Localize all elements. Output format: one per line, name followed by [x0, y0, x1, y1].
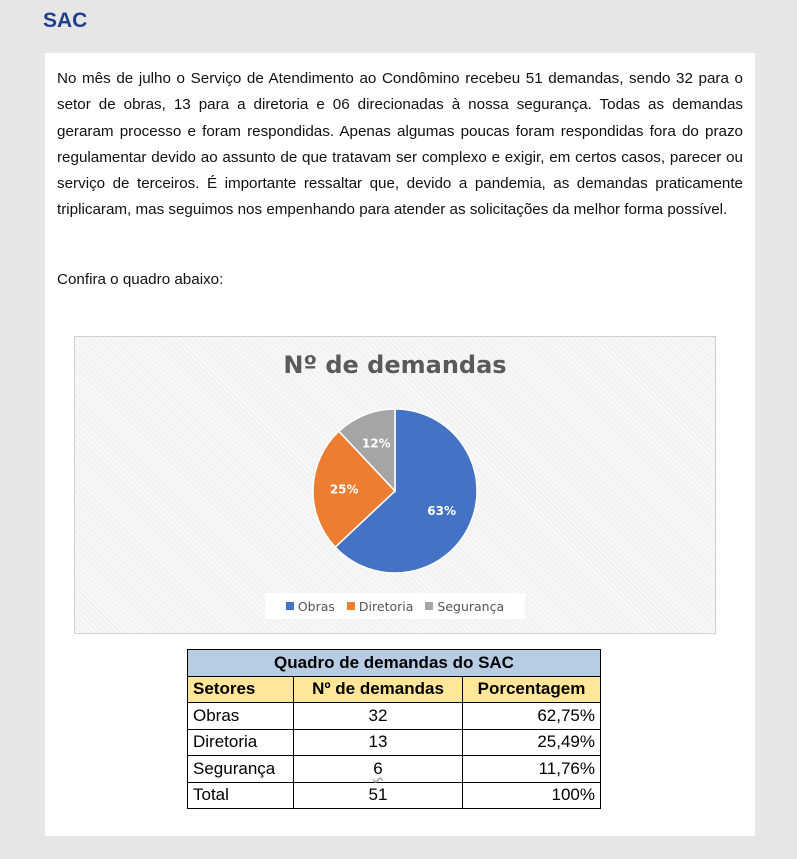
cell-porcentagem: 11,76% — [463, 756, 601, 783]
legend-item-diretoria — [347, 599, 413, 614]
cell-porcentagem: 100% — [463, 782, 601, 809]
legend-label-obras: Obras — [297, 598, 335, 614]
table-row — [188, 703, 601, 730]
table-row — [188, 756, 601, 783]
cell-setor: Obras — [188, 703, 294, 730]
cell-demandas: 51 — [294, 782, 463, 809]
pie-svg — [75, 337, 715, 633]
pie-label-obras: 63% — [427, 504, 457, 519]
cell-demandas-value: 6 — [373, 758, 383, 778]
content-card — [45, 53, 755, 836]
cell-demandas: 13 — [294, 729, 463, 756]
header-porcentagem: Porcentagem — [463, 676, 601, 703]
chart-title: Nº de demandas — [283, 351, 507, 379]
demand-table — [187, 649, 601, 809]
cell-setor: Segurança — [188, 756, 294, 783]
table-row — [188, 729, 601, 756]
cell-demandas — [294, 756, 463, 783]
page-title: SAC — [43, 9, 88, 32]
table-title: Quadro de demandas do SAC — [188, 650, 601, 677]
confira-text: Confira o quadro abaixo: — [57, 271, 224, 288]
legend-swatch-diretoria — [347, 602, 355, 610]
legend-swatch-obras — [286, 602, 294, 610]
table-title-row — [188, 650, 601, 677]
legend-swatch-seguranca — [425, 602, 433, 610]
chart-legend — [265, 593, 525, 619]
pie-label-seguranca: 12% — [361, 436, 391, 451]
header-demandas: Nº de demandas — [294, 676, 463, 703]
header-setores: Setores — [188, 676, 294, 703]
legend-label-seguranca: Segurança — [437, 598, 505, 614]
cell-demandas: 32 — [294, 703, 463, 730]
summary-paragraph: No mês de julho o Serviço de Atendimento ao Condômino recebeu 51 demandas, sendo 32 para o setor de obras, 13 para a diretoria e 06 direcionadas à nossa segurança. Todas as demandas geraram processo e foram respondidas. Apenas algumas poucas foram respondidas fora do prazo regulamentar devido ao assunto de que tratavam ser complexo e exigir, em certos casos, parecer ou serviço de terceiros. É importante ressaltar que, devido a pandemia, as demandas praticamente triplicaram, mas seguimos nos empenhando para atender as solicitações da melhor forma possível. — [57, 70, 743, 219]
legend-item-obras — [286, 599, 335, 614]
table-header-row — [188, 676, 601, 703]
cell-setor: Diretoria — [188, 729, 294, 756]
pie-chart — [74, 336, 716, 634]
legend-item-seguranca — [425, 599, 504, 614]
legend-label-diretoria: Diretoria — [358, 598, 414, 614]
cell-setor: Total — [188, 782, 294, 809]
pie-label-diretoria: 25% — [329, 482, 359, 497]
cell-porcentagem: 62,75% — [463, 703, 601, 730]
cell-porcentagem: 25,49% — [463, 729, 601, 756]
table-row-total — [188, 782, 601, 809]
